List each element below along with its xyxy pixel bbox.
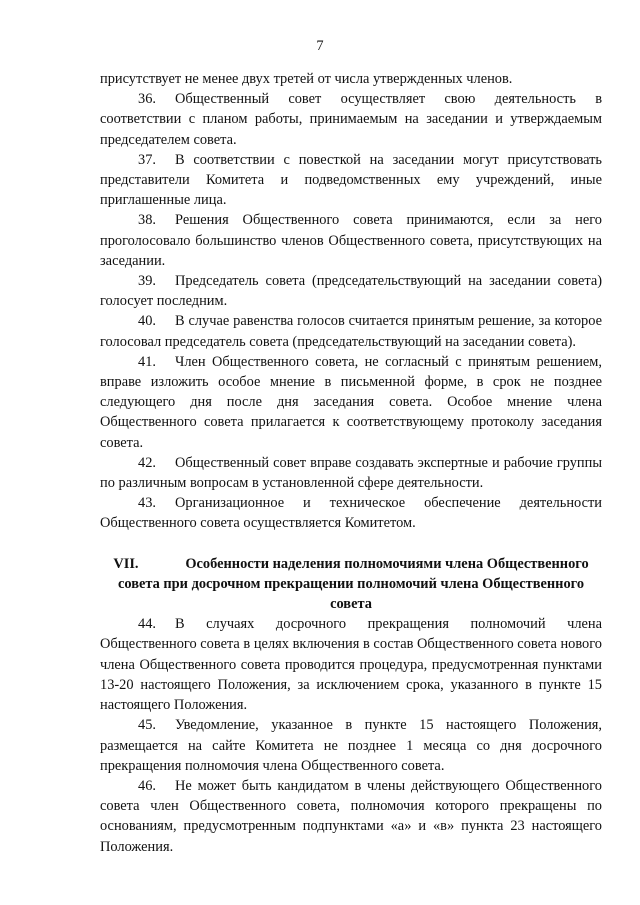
paragraph-number: 38. <box>138 212 156 229</box>
paragraph <box>100 69 602 89</box>
paragraph-number: 41. <box>138 353 156 370</box>
section-number: VII. <box>113 555 139 572</box>
paragraph-text: В соответствии с повесткой на заседании могут присутствовать представители Комитета и подведомственных ему учреждений, иные приглашенные лица. <box>100 151 602 209</box>
paragraph-number: 43. <box>138 495 156 512</box>
section-heading <box>100 554 602 615</box>
paragraph-number: 36. <box>138 91 156 108</box>
paragraph <box>100 210 602 271</box>
paragraph <box>100 614 602 715</box>
paragraph-number: 42. <box>138 454 156 471</box>
paragraph <box>100 89 602 150</box>
paragraph-number: 40. <box>138 313 156 330</box>
paragraph <box>100 311 602 351</box>
paragraph-text: Член Общественного совета, не согласный с принятым решением, вправе изложить особое мнение в письменной форме, в срок не позднее следующего дня после дня заседания совета. Особое мнение члена Общественного совета прилагается к соответствующему протоколу заседания совета. <box>100 353 602 451</box>
paragraph-number: 39. <box>138 273 156 290</box>
paragraph-text: В случае равенства голосов считается принятым решение, за которое голосовал председатель совета (председательствующий на заседании совета). <box>100 313 602 350</box>
page-number: 7 <box>316 38 324 54</box>
paragraph-number: 45. <box>138 717 156 734</box>
paragraph <box>100 715 602 776</box>
paragraph-number: 44. <box>138 616 156 633</box>
paragraph-text: Не может быть кандидатом в члены действующего Общественного совета член Общественного совета, полномочия которого прекращены по основаниям, предусмотренным подпунктами «а» и «в» пункта 23 настоящего Положения. <box>100 777 602 855</box>
paragraph <box>100 352 602 453</box>
document-body <box>100 69 602 857</box>
paragraph-text: присутствует не менее двух третей от числа утвержденных членов. <box>100 71 513 87</box>
paragraph-text: Председатель совета (председательствующий на заседании совета) голосует последним. <box>100 273 602 310</box>
section-title: Особенности наделения полномочиями члена Общественного совета при досрочном прекращении полномочий члена Общественного совета <box>117 555 589 613</box>
paragraph-text: Уведомление, указанное в пункте 15 настоящего Положения, размещается на сайте Комитета не позднее 1 месяца со дня досрочного прекращения полномочия члена Общественного совета. <box>100 717 602 774</box>
paragraph <box>100 271 602 311</box>
paragraph <box>100 150 602 211</box>
paragraph-text: Организационное и техническое обеспечение деятельности Общественного совета осуществляется Комитетом. <box>100 495 602 532</box>
paragraph <box>100 776 602 857</box>
paragraphs-before-section <box>100 69 602 534</box>
paragraph-text: В случаях досрочного прекращения полномочий члена Общественного совета в целях включения в состав Общественного совета нового члена Общественного совета проводится процедура, предусмотренная пунктами 13-20 настоящего Положения, за исключением срока, указанного в пункте 15 настоящего Положения. <box>100 616 602 714</box>
paragraph-text: Решения Общественного совета принимаются, если за него проголосовало большинство членов Общественного совета, присутствующих на заседании. <box>100 212 602 269</box>
paragraph-number: 46. <box>138 777 156 794</box>
paragraph-text: Общественный совет вправе создавать экспертные и рабочие группы по различным вопросам в установленной сфере деятельности. <box>100 454 602 492</box>
paragraph-number: 37. <box>138 151 156 168</box>
paragraph-text: Общественный совет осуществляет свою деятельность в соответствии с планом работы, принимаемым на заседании и утверждаемым председателем совета. <box>100 91 602 148</box>
paragraphs-after-section <box>100 614 602 856</box>
paragraph <box>100 453 602 493</box>
paragraph <box>100 493 602 533</box>
